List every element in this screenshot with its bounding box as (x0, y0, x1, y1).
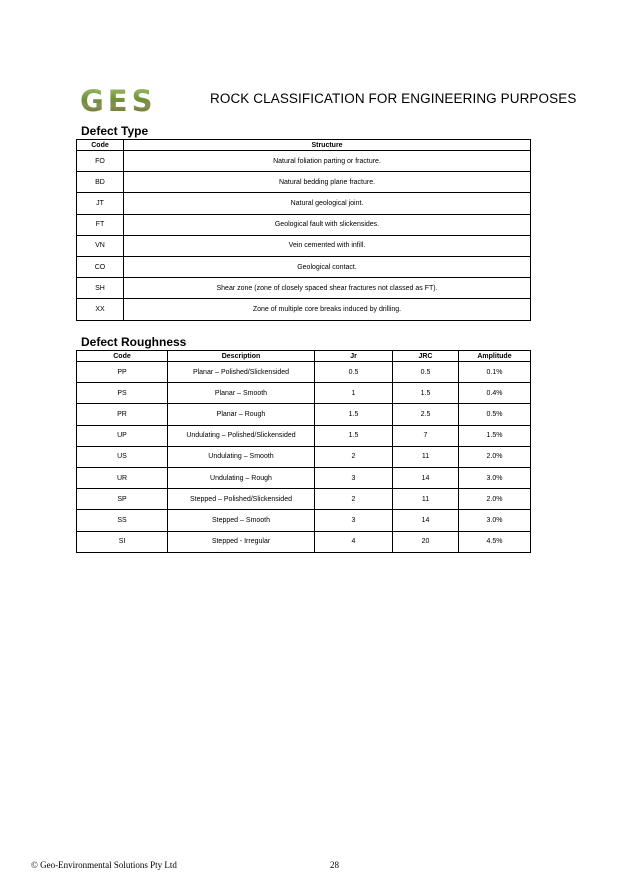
code-cell: UP (77, 425, 168, 446)
page-number: 28 (330, 860, 339, 870)
column-header-jrc: JRC (393, 351, 459, 362)
table-row (77, 172, 531, 193)
jrc-cell: 7 (393, 425, 459, 446)
jrc-cell: 14 (393, 510, 459, 531)
ges-logo: GES (80, 88, 178, 114)
code-cell: XX (77, 299, 124, 320)
structure-cell: Natural bedding plane fracture. (124, 172, 531, 193)
structure-cell: Natural geological joint. (124, 193, 531, 214)
table-row (77, 383, 531, 404)
description-cell: Undulating – Polished/Slickensided (168, 425, 315, 446)
jr-cell: 1.5 (315, 404, 393, 425)
table-row (77, 489, 531, 510)
amplitude-cell: 3.0% (459, 467, 531, 488)
structure-cell: Zone of multiple core breaks induced by drilling. (124, 299, 531, 320)
code-cell: US (77, 446, 168, 467)
code-cell: FO (77, 151, 124, 172)
amplitude-cell: 2.0% (459, 446, 531, 467)
amplitude-cell: 3.0% (459, 510, 531, 531)
description-cell: Planar – Smooth (168, 383, 315, 404)
structure-cell: Shear zone (zone of closely spaced shear fractures not classed as FT). (124, 278, 531, 299)
description-cell: Planar – Polished/Slickensided (168, 362, 315, 383)
structure-cell: Vein cemented with infill. (124, 235, 531, 256)
structure-cell: Geological contact. (124, 256, 531, 277)
column-header-jr: Jr (315, 351, 393, 362)
table-row (77, 151, 531, 172)
defect-type-heading: Defect Type (81, 124, 149, 138)
jr-cell: 1.5 (315, 425, 393, 446)
column-header-structure: Structure (124, 140, 531, 151)
code-cell: JT (77, 193, 124, 214)
code-cell: PR (77, 404, 168, 425)
table-row (77, 362, 531, 383)
description-cell: Planar – Rough (168, 404, 315, 425)
code-cell: CO (77, 256, 124, 277)
jr-cell: 2 (315, 446, 393, 467)
table-row (77, 425, 531, 446)
jrc-cell: 20 (393, 531, 459, 552)
code-cell: VN (77, 235, 124, 256)
table-row (77, 510, 531, 531)
defect-type-table (76, 139, 531, 321)
description-cell: Stepped - Irregular (168, 531, 315, 552)
code-cell: BD (77, 172, 124, 193)
table-header-row (77, 351, 531, 362)
jrc-cell: 2.5 (393, 404, 459, 425)
footer-copyright: © Geo-Environmental Solutions Pty Ltd (31, 860, 177, 870)
table-row (77, 446, 531, 467)
description-cell: Stepped – Polished/Slickensided (168, 489, 315, 510)
column-header-code: Code (77, 351, 168, 362)
code-cell: UR (77, 467, 168, 488)
jrc-cell: 11 (393, 446, 459, 467)
amplitude-cell: 0.4% (459, 383, 531, 404)
table-row (77, 278, 531, 299)
code-cell: PP (77, 362, 168, 383)
code-cell: SI (77, 531, 168, 552)
jrc-cell: 1.5 (393, 383, 459, 404)
description-cell: Undulating – Smooth (168, 446, 315, 467)
table-header-row (77, 140, 531, 151)
amplitude-cell: 0.5% (459, 404, 531, 425)
code-cell: SS (77, 510, 168, 531)
structure-cell: Natural foliation parting or fracture. (124, 151, 531, 172)
table-row (77, 235, 531, 256)
table-row (77, 299, 531, 320)
jr-cell: 3 (315, 467, 393, 488)
jr-cell: 2 (315, 489, 393, 510)
jr-cell: 1 (315, 383, 393, 404)
column-header-code: Code (77, 140, 124, 151)
code-cell: FT (77, 214, 124, 235)
table-row (77, 404, 531, 425)
code-cell: PS (77, 383, 168, 404)
amplitude-cell: 0.1% (459, 362, 531, 383)
code-cell: SH (77, 278, 124, 299)
amplitude-cell: 4.5% (459, 531, 531, 552)
jr-cell: 3 (315, 510, 393, 531)
code-cell: SP (77, 489, 168, 510)
structure-cell: Geological fault with slickensides. (124, 214, 531, 235)
jr-cell: 0.5 (315, 362, 393, 383)
document-title: ROCK CLASSIFICATION FOR ENGINEERING PURPOSES (210, 91, 577, 106)
amplitude-cell: 2.0% (459, 489, 531, 510)
table-row (77, 214, 531, 235)
jr-cell: 4 (315, 531, 393, 552)
amplitude-cell: 1.5% (459, 425, 531, 446)
table-row (77, 193, 531, 214)
description-cell: Stepped – Smooth (168, 510, 315, 531)
column-header-amplitude: Amplitude (459, 351, 531, 362)
table-row (77, 467, 531, 488)
jrc-cell: 0.5 (393, 362, 459, 383)
defect-roughness-heading: Defect Roughness (81, 335, 187, 349)
column-header-description: Description (168, 351, 315, 362)
jrc-cell: 11 (393, 489, 459, 510)
jrc-cell: 14 (393, 467, 459, 488)
table-row (77, 531, 531, 552)
defect-roughness-table (76, 350, 531, 553)
description-cell: Undulating – Rough (168, 467, 315, 488)
table-row (77, 256, 531, 277)
